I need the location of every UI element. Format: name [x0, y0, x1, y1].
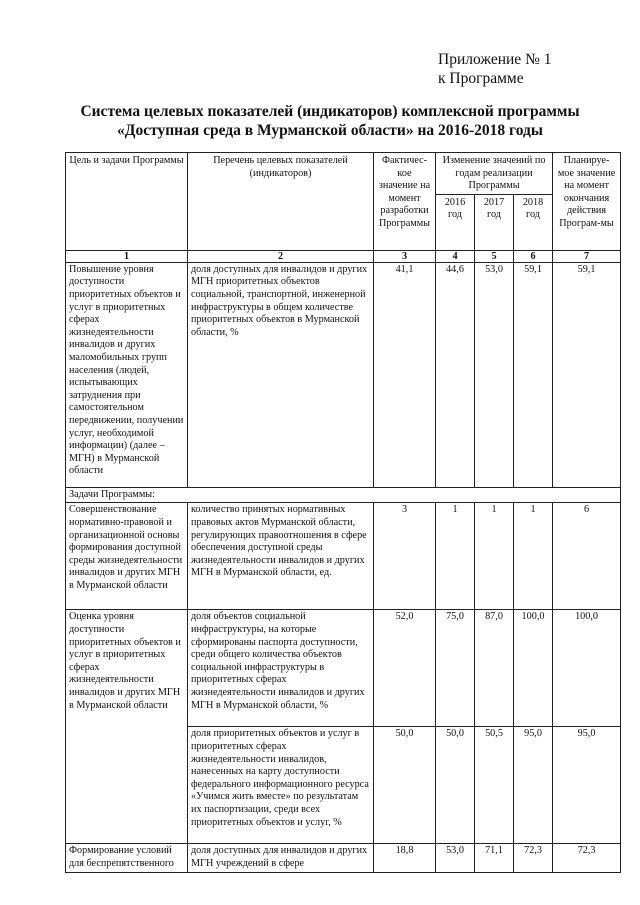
task-2-2018-1: 100,0 — [514, 610, 553, 727]
task-1-text: Совершенствование нормативно-правовой и организационной основы формирования доступной среды жизнедеятельности инвалидов и других МГН в Мурманской области — [66, 503, 188, 610]
col-number: 7 — [553, 250, 621, 262]
goal-indicator: доля доступных для инвалидов и других МГН приоритетных объектов социальной, транспортной, инженерной инфраструктуры в общем количестве приоритетных объектов в Мурманской области, % — [188, 262, 374, 487]
task-2-2016-1: 75,0 — [436, 610, 475, 727]
table-row-task-2a — [66, 610, 621, 727]
table-row-task-1 — [66, 503, 621, 610]
col-number: 5 — [475, 250, 514, 262]
task-3-text: Формирование условий для беспрепятственного — [66, 844, 188, 872]
task-2-2017-2: 50,5 — [475, 727, 514, 844]
header-2018: 2018 год — [514, 194, 553, 250]
task-1-2016: 1 — [436, 503, 475, 610]
task-1-actual: 3 — [374, 503, 436, 610]
col-number: 6 — [514, 250, 553, 262]
header-row — [66, 153, 621, 195]
header-change: Изменение значений по годам реализации Программы — [436, 153, 553, 195]
table-row-goal — [66, 262, 621, 487]
task-2-planned-1: 100,0 — [553, 610, 621, 727]
task-1-2017: 1 — [475, 503, 514, 610]
goal-2018: 59,1 — [514, 262, 553, 487]
indicators-table — [65, 152, 621, 873]
appendix-number: Приложение № 1 — [438, 51, 552, 68]
task-1-2018: 1 — [514, 503, 553, 610]
task-2-actual-1: 52,0 — [374, 610, 436, 727]
task-2-actual-2: 50,0 — [374, 727, 436, 844]
goal-2016: 44,6 — [436, 262, 475, 487]
task-3-2018: 72,3 — [514, 844, 553, 872]
tasks-label-row — [66, 487, 621, 503]
column-numbers-row — [66, 250, 621, 262]
task-2-indicator-2: доля приоритетных объектов и услуг в приоритетных сферах жизнедеятельности инвалидов, нанесенных на карту доступности федерального информационного ресурса «Учимся жить вместе» по результатам их паспортизации, среди всех приоритетных объектов и услуг, % — [188, 727, 374, 844]
task-1-planned: 6 — [553, 503, 621, 610]
task-2-2018-2: 95,0 — [514, 727, 553, 844]
document-title — [60, 102, 600, 140]
appendix-reference: к Программе — [438, 70, 524, 87]
task-3-indicator: доля доступных для инвалидов и других МГН учреждений в сфере — [188, 844, 374, 872]
header-goal: Цель и задачи Программы — [66, 153, 188, 251]
col-number: 1 — [66, 250, 188, 262]
header-planned: Планируе-мое значение на момент окончания действия Програм-мы — [553, 153, 621, 251]
col-number: 3 — [374, 250, 436, 262]
header-2017: 2017 год — [475, 194, 514, 250]
tasks-label: Задачи Программы: — [66, 487, 621, 503]
col-number: 2 — [188, 250, 374, 262]
header-2016: 2016 год — [436, 194, 475, 250]
header-actual: Фактичес-кое значение на момент разработки Программы — [374, 153, 436, 251]
goal-actual: 41,1 — [374, 262, 436, 487]
task-3-2017: 71,1 — [475, 844, 514, 872]
task-2-2017-1: 87,0 — [475, 610, 514, 727]
task-2-text: Оценка уровня доступности приоритетных объектов и услуг в приоритетных сферах жизнедеятельности инвалидов и других МГН в Мурманской области — [66, 610, 188, 844]
goal-planned: 59,1 — [553, 262, 621, 487]
task-2-indicator-1: доля объектов социальной инфраструктуры, на которые сформированы паспорта доступности, среди общего количества объектов социальной инфраструктуры в приоритетных сферах жизнедеятельности инвалидов и других МГН в Мурманской области, % — [188, 610, 374, 727]
task-3-2016: 53,0 — [436, 844, 475, 872]
title-line-1: Система целевых показателей (индикаторов) комплексной программы — [80, 103, 580, 120]
task-2-2016-2: 50,0 — [436, 727, 475, 844]
table-row-task-3 — [66, 844, 621, 872]
task-1-indicator: количество принятых нормативных правовых актов Мурманской области, регулирующих правоотношения в сфере обеспечения доступной среды жизнедеятельности инвалидов и других МГН в Мурманской области, ед. — [188, 503, 374, 610]
goal-text: Повышение уровня доступности приоритетных объектов и услуг в приоритетных сферах жизнедеятельности инвалидов и других маломобильных групп населения (людей, испытывающих затруднения при самостоятельном передвижении, получении услуг, необходимой информации) (далее – МГН) в Мурманской области — [66, 262, 188, 487]
appendix-header — [438, 50, 551, 88]
task-3-actual: 18,8 — [374, 844, 436, 872]
header-indicators: Перечень целевых показателей (индикаторов) — [188, 153, 374, 251]
title-line-2: «Доступная среда в Мурманской области» на 2016-2018 годы — [117, 122, 543, 139]
col-number: 4 — [436, 250, 475, 262]
goal-2017: 53,0 — [475, 262, 514, 487]
task-2-planned-2: 95,0 — [553, 727, 621, 844]
task-3-planned: 72,3 — [553, 844, 621, 872]
